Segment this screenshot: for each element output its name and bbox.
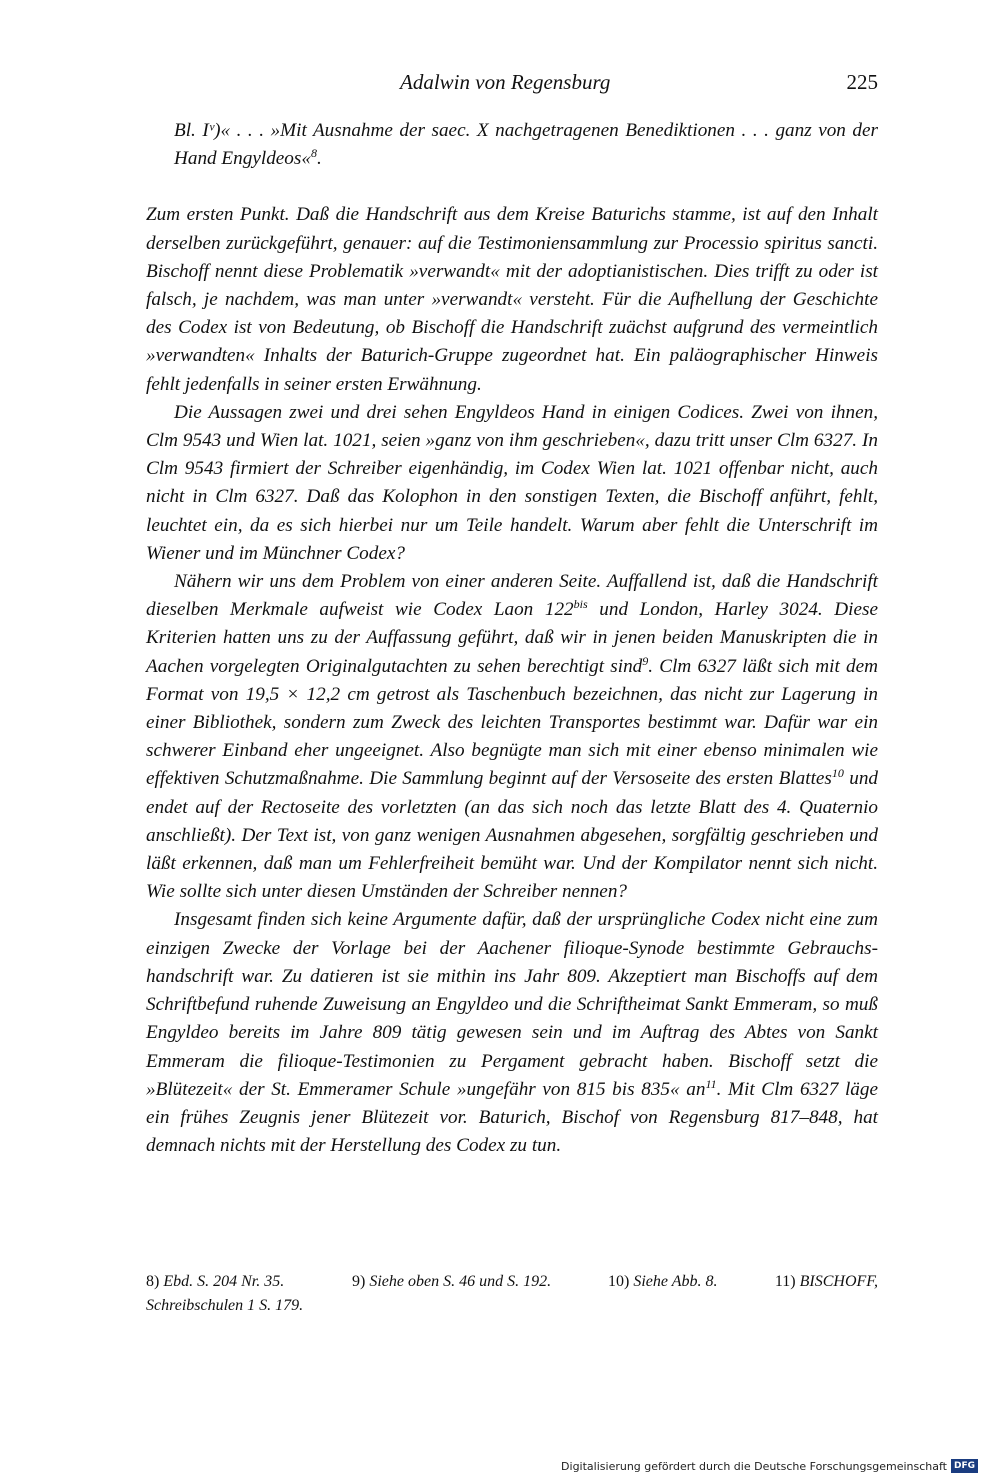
quote-text: Bl. Iᵛ)« . . . »Mit Ausnahme der saec. X nachgetragenen Benediktionen . . . ganz von der Hand Engyldeos« bbox=[174, 120, 878, 170]
footnote-10-number: 10) bbox=[608, 1273, 630, 1290]
paragraph-3-part-b: und London, Harley 3024. Diese Kriterien hatten uns zu der Auffassung geführt, daß wir in jenen beiden Manuskripten die in Aachen vorgelegten Originalgutachten zu sehen berechtigt sind bbox=[146, 599, 878, 677]
footnote-8-text: Ebd. S. 204 Nr. 35. bbox=[163, 1273, 285, 1290]
credit-text: Digitalisierung gefördert durch die Deutsche Forschungsgemeinschaft bbox=[561, 1459, 947, 1473]
footnote-ref-8[interactable]: 8 bbox=[310, 146, 317, 161]
footnote-9-text: Siehe oben S. 46 und S. 192. bbox=[369, 1273, 552, 1290]
footnote-9-number: 9) bbox=[352, 1273, 366, 1290]
footnote-ref-10[interactable]: 10 bbox=[831, 766, 844, 781]
footnote-11-text: BISCHOFF, bbox=[799, 1273, 878, 1290]
block-quote bbox=[146, 117, 878, 173]
footnote-9 bbox=[352, 1270, 551, 1294]
footnote-11-number: 11) bbox=[774, 1273, 796, 1290]
footnote-11 bbox=[775, 1270, 878, 1294]
paragraph-4-part-a: Insgesamt finden sich keine Argumente dafür, daß der ursprüngliche Codex nicht eine zum einzigen Zwecke der Vorlage bei der Aachener filioque-Synode bestimmte Gebrauchshandschrift war. Zu datieren ist sie mithin ins Jahr 809. Akzeptiert man Bischoffs auf dem Schriftbefund ruhende Zuweisung an Engyldeo und die Schriftheimat Sankt Emmeram, so muß Engyldeo bereits im Jahre 809 tätig gewesen sein und im Auftrag des Abtes von Sankt Emmeram die filioque-Testimonien zu Pergament gebracht haben. Bischoff setzt die »Blütezeit« der St. Emmeramer Schule »ungefähr von 815 bis 835« an bbox=[146, 909, 878, 1100]
paragraph-4 bbox=[146, 906, 878, 1160]
superscript-bis: bis bbox=[573, 597, 588, 612]
body-text bbox=[146, 117, 878, 1160]
paragraph-1: Zum ersten Punkt. Daß die Handschrift aus dem Kreise Baturichs stamme, ist auf den Inhalt derselben zurückgeführt, genauer: auf die Testimoniensammlung zur Processio spiritus sancti. Bischoff nennt diese Problematik »verwandt« mit der adoptianistischen. Dies trifft zu oder ist falsch, je nachdem, was man unter »verwandt« versteht. Für die Aufhellung der Geschichte des Codex ist von Bedeutung, ob Bischoff die Handschrift zuächst aufgrund des vermeintlich »verwandten« Inhalts der Baturich-Gruppe zugeordnet hat. Ein paläographischer Hinweis fehlt jedenfalls in seiner ersten Erwähnung. bbox=[146, 204, 878, 395]
paragraph-3-part-a: Nähern wir uns dem Problem von einer anderen Seite. Auffallend ist, daß die Handschrift dieselben Merkmale aufweist wie Codex Laon 122 bbox=[146, 571, 878, 621]
digitization-credit bbox=[561, 1459, 978, 1473]
footnote-8-number: 8) bbox=[146, 1273, 160, 1290]
footnote-10 bbox=[608, 1270, 717, 1294]
running-title: Adalwin von Regensburg bbox=[400, 70, 611, 94]
footnote-8 bbox=[146, 1270, 284, 1294]
footnote-11-continuation: Schreibschulen 1 S. 179. bbox=[146, 1297, 304, 1314]
footnote-row bbox=[146, 1270, 878, 1294]
page-number: 225 bbox=[846, 70, 878, 94]
paragraph-3-part-d: und endet auf der Rectoseite des vorletzten (an das sich noch das letzte Blatt des 4. Quaternio anschließt). Der Text ist, von ganz wenigen Ausnahmen abgesehen, sorgfältig geschrieben und läßt erkennen, daß man um Fehlerfreiheit bemüht war. Und der Kompilator nennt sich nicht. Wie sollte sich unter diesen Umständen der Schreiber nennen? bbox=[146, 768, 879, 903]
footnote-ref-9[interactable]: 9 bbox=[642, 653, 649, 668]
paragraph-4-part-b: . Mit Clm 6327 läge ein frühes Zeugnis jener Blütezeit vor. Baturich, Bischof von Regensburg 817–848, hat demnach nichts mit der Herstellung des Codex zu tun. bbox=[146, 1078, 879, 1157]
dfg-logo: DFG bbox=[951, 1459, 978, 1473]
footnote-ref-11[interactable]: 11 bbox=[705, 1076, 717, 1091]
footnotes bbox=[146, 1270, 878, 1318]
quote-end: . bbox=[316, 148, 322, 170]
paragraph-3 bbox=[146, 568, 878, 906]
footnote-10-text: Siehe Abb. 8. bbox=[633, 1273, 718, 1290]
paragraph-3-part-c: . Clm 6327 läßt sich mit dem Format von 19,5 × 12,2 cm getrost als Taschenbuch bezeichnen, das nicht zur Lagerung in einer Bibliothek, sondern zum Zweck des leichten Transportes bestimmt war. Dafür war ein schwerer Einband eher ungeeignet. Also begnügte man sich mit einer ebenso minimalen wie effektiven Schutzmaßnahme. Die Sammlung beginnt auf der Versoseite des ersten Blattes bbox=[146, 655, 878, 790]
paragraph-2: Die Aussagen zwei und drei sehen Engyldeos Hand in einigen Codices. Zwei von ihnen, Clm 9543 und Wien lat. 1021, seien »ganz von ihm geschrieben«, dazu tritt unser Clm 6327. In Clm 9543 firmiert der Schreiber eigenhändig, im Codex Wien lat. 1021 offenbar nicht, auch nicht in Clm 6327. Daß das Kolophon in den sonstigen Texten, die Bischoff anführt, fehlt, leuchtet ein, da es sich hierbei nur um Teile handelt. Warum aber fehlt die Unterschrift im Wiener und im Münchner Codex? bbox=[146, 401, 878, 564]
